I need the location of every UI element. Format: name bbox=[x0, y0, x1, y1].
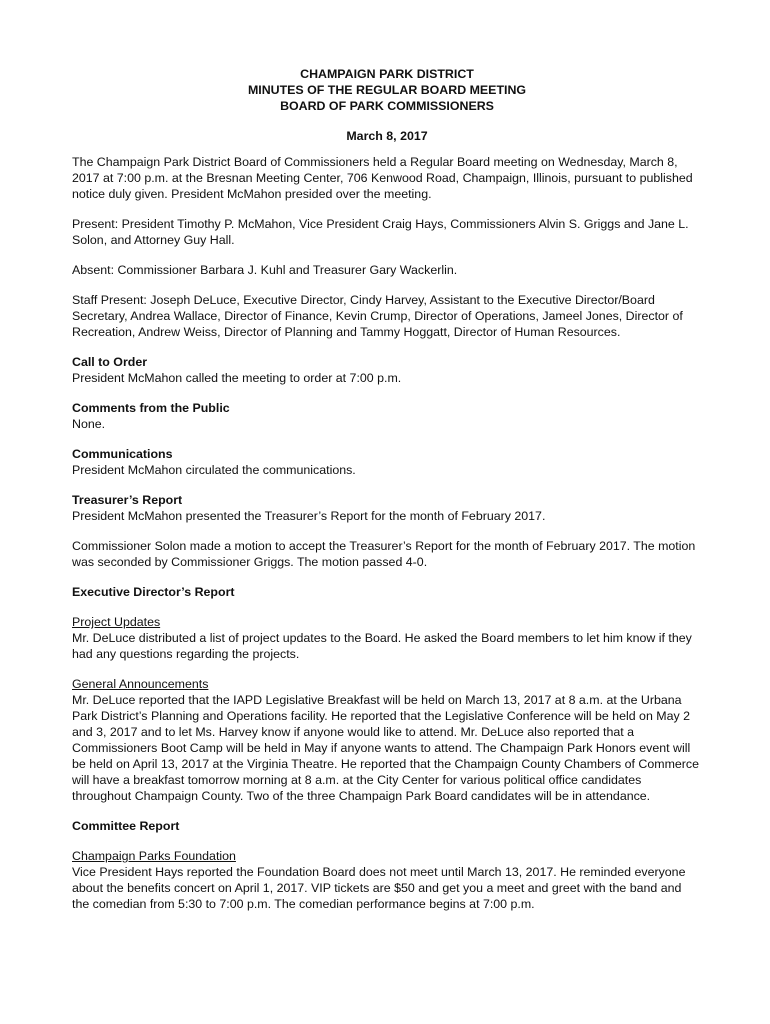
meeting-date: March 8, 2017 bbox=[346, 129, 428, 143]
call-to-order-section bbox=[72, 354, 702, 386]
foundation-text: Vice President Hays reported the Foundation Board does not meet until March 13, 2017. He reminded everyone about the benefits concert on April 1, 2017. VIP tickets are $50 and get you a meet and greet with the band and the comedian from 5:30 to 7:00 p.m. The comedian performance begins at 7:00 p.m. bbox=[72, 865, 686, 911]
committee-title: Committee Report bbox=[72, 819, 180, 833]
intro-paragraph: The Champaign Park District Board of Commissioners held a Regular Board meeting on Wednesday, March 8, 2017 at 7:00 p.m. at the Bresnan Meeting Center, 706 Kenwood Road, Champaign, Illinois, pursuant to published notice duly given. President McMahon presided over the meeting. bbox=[72, 155, 693, 201]
general-announcements-section bbox=[72, 676, 702, 804]
call-to-order-title: Call to Order bbox=[72, 355, 148, 369]
header-organization: CHAMPAIGN PARK DISTRICT bbox=[300, 67, 474, 81]
header-board: BOARD OF PARK COMMISSIONERS bbox=[280, 99, 494, 113]
project-updates-text: Mr. DeLuce distributed a list of project updates to the Board. He asked the Board members to let him know if they had any questions regarding the projects. bbox=[72, 631, 692, 661]
staff-paragraph: Staff Present: Joseph DeLuce, Executive Director, Cindy Harvey, Assistant to the Executive Director/Board Secretary, Andrea Wallace, Director of Finance, Kevin Crump, Director of Operations, Jameel Jones, Director of Recreation, Andrew Weiss, Director of Planning and Tammy Hoggatt, Director of Human Resources. bbox=[72, 293, 683, 339]
project-updates-section bbox=[72, 614, 702, 662]
treasurer-title: Treasurer’s Report bbox=[72, 493, 183, 507]
present-paragraph: Present: President Timothy P. McMahon, Vice President Craig Hays, Commissioners Alvin S. Griggs and Jane L. Solon, and Attorney Guy Hall. bbox=[72, 217, 689, 247]
treasurer-text: President McMahon presented the Treasurer’s Report for the month of February 2017. bbox=[72, 509, 546, 523]
document-header bbox=[72, 66, 702, 114]
absent-paragraph: Absent: Commissioner Barbara J. Kuhl and Treasurer Gary Wackerlin. bbox=[72, 263, 458, 277]
document-page bbox=[72, 66, 702, 926]
foundation-title: Champaign Parks Foundation bbox=[72, 849, 236, 863]
header-meeting-type: MINUTES OF THE REGULAR BOARD MEETING bbox=[247, 83, 527, 97]
comments-text: None. bbox=[72, 417, 106, 431]
project-updates-title: Project Updates bbox=[72, 615, 161, 629]
communications-section bbox=[72, 446, 702, 478]
executive-title: Executive Director’s Report bbox=[72, 585, 235, 599]
comments-section bbox=[72, 400, 702, 432]
communications-title: Communications bbox=[72, 447, 173, 461]
general-announcements-title: General Announcements bbox=[72, 677, 209, 691]
foundation-section bbox=[72, 848, 702, 912]
treasurer-section bbox=[72, 492, 702, 524]
communications-text: President McMahon circulated the communications. bbox=[72, 463, 356, 477]
treasurer-motion: Commissioner Solon made a motion to accept the Treasurer’s Report for the month of February 2017. The motion was seconded by Commissioner Griggs. The motion passed 4-0. bbox=[72, 539, 696, 569]
call-to-order-text: President McMahon called the meeting to order at 7:00 p.m. bbox=[72, 371, 402, 385]
comments-title: Comments from the Public bbox=[72, 401, 230, 415]
general-announcements-text: Mr. DeLuce reported that the IAPD Legislative Breakfast will be held on March 13, 2017 at 8 a.m. at the Urbana Park District’s Planning and Operations facility. He reported that the Legislative Conference will be held on May 2 and 3, 2017 and to let Ms. Harvey know if anyone would like to attend. Mr. DeLuce also reported that a Commissioners Boot Camp will be held in May if anyone wants to attend. The Champaign Park Honors event will be held on April 13, 2017 at the Virginia Theatre. He reported that the Champaign County Chambers of Commerce will have a breakfast tomorrow morning at 8 a.m. at the City Center for various political office candidates throughout Champaign County. Two of the three Champaign Park Board candidates will be in attendance. bbox=[72, 693, 700, 803]
